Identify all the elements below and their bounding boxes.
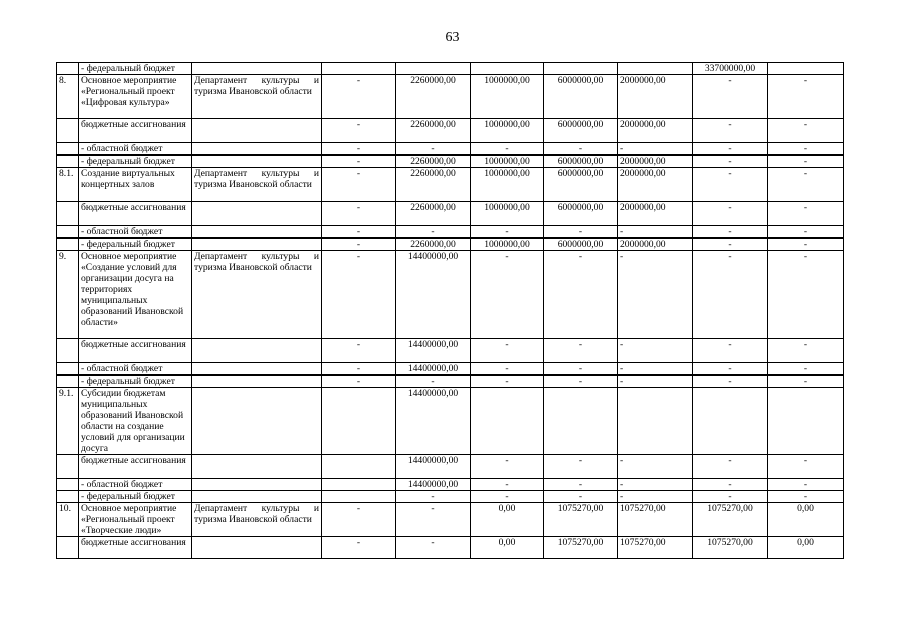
page-number: 63	[445, 30, 460, 45]
cell-number	[57, 375, 79, 388]
cell-name: - областной бюджет	[79, 143, 192, 156]
cell-year-2020: 2260000,00	[396, 75, 471, 119]
table-row	[57, 63, 844, 75]
cell-executor: Департамент культуры и туризма Ивановской области	[192, 75, 322, 119]
cell-year-2022: 6000000,00	[544, 155, 618, 168]
table-row	[57, 238, 844, 251]
cell-executor	[192, 202, 322, 226]
cell-year-2019	[322, 491, 396, 503]
cell-year-2023: 1075270,00	[618, 537, 693, 559]
cell-year-2023: -	[618, 226, 693, 239]
cell-number: 8.	[57, 75, 79, 119]
cell-year-2021: -	[471, 251, 544, 339]
cell-year-2021: -	[471, 363, 544, 376]
cell-number	[57, 491, 79, 503]
cell-year-2019: -	[322, 363, 396, 376]
cell-year-2023: -	[618, 455, 693, 479]
cell-number	[57, 339, 79, 363]
cell-name: бюджетные ассигнования	[79, 455, 192, 479]
cell-executor	[192, 491, 322, 503]
cell-name: Основное мероприятие «Региональный проект «Творческие люди»	[79, 503, 192, 537]
cell-year-2021: -	[471, 479, 544, 491]
cell-year-2019	[322, 388, 396, 455]
cell-year-2022: -	[544, 375, 618, 388]
cell-year-2025	[768, 388, 844, 455]
cell-name: Субсидии бюджетам муниципальных образований Ивановской области на создание условий для организации досуга	[79, 388, 192, 455]
cell-year-2020: -	[396, 491, 471, 503]
cell-year-2019: -	[322, 143, 396, 156]
table-row	[57, 202, 844, 226]
cell-year-2023: -	[618, 479, 693, 491]
cell-executor	[192, 388, 322, 455]
table-row	[57, 375, 844, 388]
cell-year-2020: 14400000,00	[396, 388, 471, 455]
cell-number	[57, 155, 79, 168]
cell-year-2023: 2000000,00	[618, 119, 693, 143]
cell-number: 9.1.	[57, 388, 79, 455]
cell-year-2023: -	[618, 375, 693, 388]
cell-name: бюджетные ассигнования	[79, 537, 192, 559]
cell-executor	[192, 375, 322, 388]
table-row	[57, 75, 844, 119]
budget-table	[56, 62, 844, 559]
cell-name: бюджетные ассигнования	[79, 119, 192, 143]
cell-year-2022: -	[544, 479, 618, 491]
cell-year-2024: -	[693, 143, 768, 156]
cell-year-2022: 6000000,00	[544, 238, 618, 251]
cell-number: 9.	[57, 251, 79, 339]
cell-year-2020: 2260000,00	[396, 119, 471, 143]
table-row	[57, 226, 844, 239]
cell-year-2024: 33700000,00	[693, 63, 768, 75]
table-row	[57, 537, 844, 559]
cell-year-2022: -	[544, 251, 618, 339]
cell-year-2019: -	[322, 155, 396, 168]
cell-year-2024: 1075270,00	[693, 503, 768, 537]
table-row	[57, 168, 844, 202]
cell-executor	[192, 119, 322, 143]
cell-year-2022: 6000000,00	[544, 202, 618, 226]
cell-year-2025: -	[768, 202, 844, 226]
cell-number	[57, 455, 79, 479]
cell-year-2024	[693, 388, 768, 455]
cell-year-2025: -	[768, 143, 844, 156]
table-row	[57, 143, 844, 156]
cell-year-2021: 0,00	[471, 503, 544, 537]
cell-year-2024: -	[693, 491, 768, 503]
cell-year-2021: -	[471, 226, 544, 239]
cell-year-2023: 2000000,00	[618, 202, 693, 226]
cell-year-2022: -	[544, 226, 618, 239]
cell-year-2023	[618, 388, 693, 455]
cell-year-2024: 1075270,00	[693, 537, 768, 559]
cell-year-2019	[322, 479, 396, 491]
cell-number	[57, 226, 79, 239]
cell-year-2021: -	[471, 455, 544, 479]
cell-name: - областной бюджет	[79, 226, 192, 239]
cell-year-2021: -	[471, 143, 544, 156]
cell-executor	[192, 155, 322, 168]
cell-year-2021: 1000000,00	[471, 155, 544, 168]
cell-year-2024: -	[693, 375, 768, 388]
cell-executor: Департамент культуры и туризма Ивановской области	[192, 168, 322, 202]
cell-number	[57, 479, 79, 491]
cell-year-2024: -	[693, 455, 768, 479]
cell-year-2023: 2000000,00	[618, 155, 693, 168]
cell-year-2019	[322, 63, 396, 75]
cell-executor	[192, 479, 322, 491]
cell-year-2024: -	[693, 226, 768, 239]
cell-year-2020: -	[396, 375, 471, 388]
cell-executor	[192, 226, 322, 239]
table-row	[57, 119, 844, 143]
cell-year-2020: 2260000,00	[396, 168, 471, 202]
cell-year-2022	[544, 63, 618, 75]
cell-year-2024: -	[693, 339, 768, 363]
cell-number	[57, 119, 79, 143]
cell-year-2020: 2260000,00	[396, 238, 471, 251]
cell-year-2021	[471, 388, 544, 455]
cell-year-2021: -	[471, 375, 544, 388]
cell-year-2021: 1000000,00	[471, 202, 544, 226]
cell-name: Основное мероприятие «Региональный проект «Цифровая культура»	[79, 75, 192, 119]
cell-year-2025: -	[768, 226, 844, 239]
cell-year-2025: -	[768, 491, 844, 503]
cell-year-2019: -	[322, 375, 396, 388]
table-row	[57, 479, 844, 491]
cell-year-2019: -	[322, 503, 396, 537]
cell-year-2025: -	[768, 339, 844, 363]
cell-year-2024: -	[693, 168, 768, 202]
cell-executor	[192, 143, 322, 156]
cell-year-2024: -	[693, 202, 768, 226]
cell-year-2025: -	[768, 363, 844, 376]
cell-year-2022: -	[544, 143, 618, 156]
cell-year-2023: 2000000,00	[618, 168, 693, 202]
cell-name: бюджетные ассигнования	[79, 202, 192, 226]
cell-year-2025: 0,00	[768, 537, 844, 559]
cell-year-2019: -	[322, 202, 396, 226]
budget-table-body	[57, 63, 844, 559]
cell-year-2021: 1000000,00	[471, 168, 544, 202]
cell-year-2024: -	[693, 363, 768, 376]
cell-year-2019: -	[322, 226, 396, 239]
cell-year-2019: -	[322, 339, 396, 363]
cell-year-2019: -	[322, 168, 396, 202]
cell-year-2020: -	[396, 503, 471, 537]
cell-name: Создание виртуальных концертных залов	[79, 168, 192, 202]
table-row	[57, 388, 844, 455]
cell-year-2022: -	[544, 455, 618, 479]
cell-executor	[192, 455, 322, 479]
cell-number	[57, 143, 79, 156]
table-row	[57, 503, 844, 537]
table-row	[57, 455, 844, 479]
cell-year-2025: -	[768, 75, 844, 119]
cell-year-2022: 1075270,00	[544, 503, 618, 537]
cell-year-2024: -	[693, 238, 768, 251]
cell-year-2020	[396, 63, 471, 75]
table-row	[57, 363, 844, 376]
cell-year-2025: -	[768, 238, 844, 251]
cell-executor	[192, 537, 322, 559]
cell-year-2022	[544, 388, 618, 455]
cell-year-2020: 2260000,00	[396, 202, 471, 226]
cell-name: - федеральный бюджет	[79, 491, 192, 503]
cell-year-2020: -	[396, 143, 471, 156]
cell-year-2022: 1075270,00	[544, 537, 618, 559]
cell-name: - федеральный бюджет	[79, 155, 192, 168]
cell-year-2019: -	[322, 537, 396, 559]
table-row	[57, 155, 844, 168]
cell-number	[57, 202, 79, 226]
cell-name: - федеральный бюджет	[79, 63, 192, 75]
cell-year-2022: 6000000,00	[544, 119, 618, 143]
cell-year-2019	[322, 455, 396, 479]
cell-number	[57, 537, 79, 559]
cell-year-2023	[618, 63, 693, 75]
cell-year-2021: 1000000,00	[471, 75, 544, 119]
cell-year-2022: -	[544, 363, 618, 376]
cell-number: 8.1.	[57, 168, 79, 202]
cell-year-2025: -	[768, 168, 844, 202]
cell-year-2019: -	[322, 238, 396, 251]
cell-name: - областной бюджет	[79, 479, 192, 491]
cell-year-2020: 14400000,00	[396, 455, 471, 479]
cell-year-2025	[768, 63, 844, 75]
cell-year-2021: -	[471, 491, 544, 503]
cell-number	[57, 363, 79, 376]
table-row	[57, 491, 844, 503]
cell-year-2023: -	[618, 491, 693, 503]
cell-year-2020: 14400000,00	[396, 251, 471, 339]
cell-year-2023: 2000000,00	[618, 75, 693, 119]
cell-number	[57, 63, 79, 75]
cell-year-2023: 1075270,00	[618, 503, 693, 537]
cell-year-2019: -	[322, 119, 396, 143]
cell-year-2021: 0,00	[471, 537, 544, 559]
cell-name: - федеральный бюджет	[79, 375, 192, 388]
cell-name: - федеральный бюджет	[79, 238, 192, 251]
cell-year-2024: -	[693, 119, 768, 143]
cell-year-2024: -	[693, 75, 768, 119]
cell-name: бюджетные ассигнования	[79, 339, 192, 363]
cell-year-2025: -	[768, 155, 844, 168]
cell-executor	[192, 238, 322, 251]
cell-year-2021: 1000000,00	[471, 119, 544, 143]
cell-year-2025: 0,00	[768, 503, 844, 537]
cell-year-2019: -	[322, 251, 396, 339]
cell-year-2020: -	[396, 226, 471, 239]
cell-year-2025: -	[768, 455, 844, 479]
cell-year-2023: -	[618, 339, 693, 363]
cell-year-2021: 1000000,00	[471, 238, 544, 251]
cell-executor: Департамент культуры и туризма Ивановской области	[192, 251, 322, 339]
cell-number: 10.	[57, 503, 79, 537]
cell-year-2020: 14400000,00	[396, 339, 471, 363]
cell-executor	[192, 63, 322, 75]
cell-year-2020: 14400000,00	[396, 479, 471, 491]
cell-year-2023: -	[618, 143, 693, 156]
cell-year-2020: -	[396, 537, 471, 559]
cell-year-2025: -	[768, 119, 844, 143]
cell-year-2025: -	[768, 375, 844, 388]
cell-executor	[192, 363, 322, 376]
cell-year-2023: -	[618, 363, 693, 376]
cell-year-2022: 6000000,00	[544, 75, 618, 119]
cell-number	[57, 238, 79, 251]
cell-executor: Департамент культуры и туризма Ивановской области	[192, 503, 322, 537]
cell-year-2020: 14400000,00	[396, 363, 471, 376]
cell-year-2023: -	[618, 251, 693, 339]
cell-year-2025: -	[768, 479, 844, 491]
cell-year-2021	[471, 63, 544, 75]
cell-year-2023: 2000000,00	[618, 238, 693, 251]
cell-year-2020: 2260000,00	[396, 155, 471, 168]
cell-year-2021: -	[471, 339, 544, 363]
cell-year-2022: -	[544, 491, 618, 503]
cell-name: - областной бюджет	[79, 363, 192, 376]
cell-name: Основное мероприятие «Создание условий для организации досуга на территориях муниципальных образований Ивановской области»	[79, 251, 192, 339]
table-row	[57, 251, 844, 339]
cell-year-2022: 6000000,00	[544, 168, 618, 202]
cell-executor	[192, 339, 322, 363]
cell-year-2024: -	[693, 251, 768, 339]
cell-year-2025: -	[768, 251, 844, 339]
cell-year-2022: -	[544, 339, 618, 363]
cell-year-2024: -	[693, 479, 768, 491]
cell-year-2019: -	[322, 75, 396, 119]
table-row	[57, 339, 844, 363]
cell-year-2024: -	[693, 155, 768, 168]
